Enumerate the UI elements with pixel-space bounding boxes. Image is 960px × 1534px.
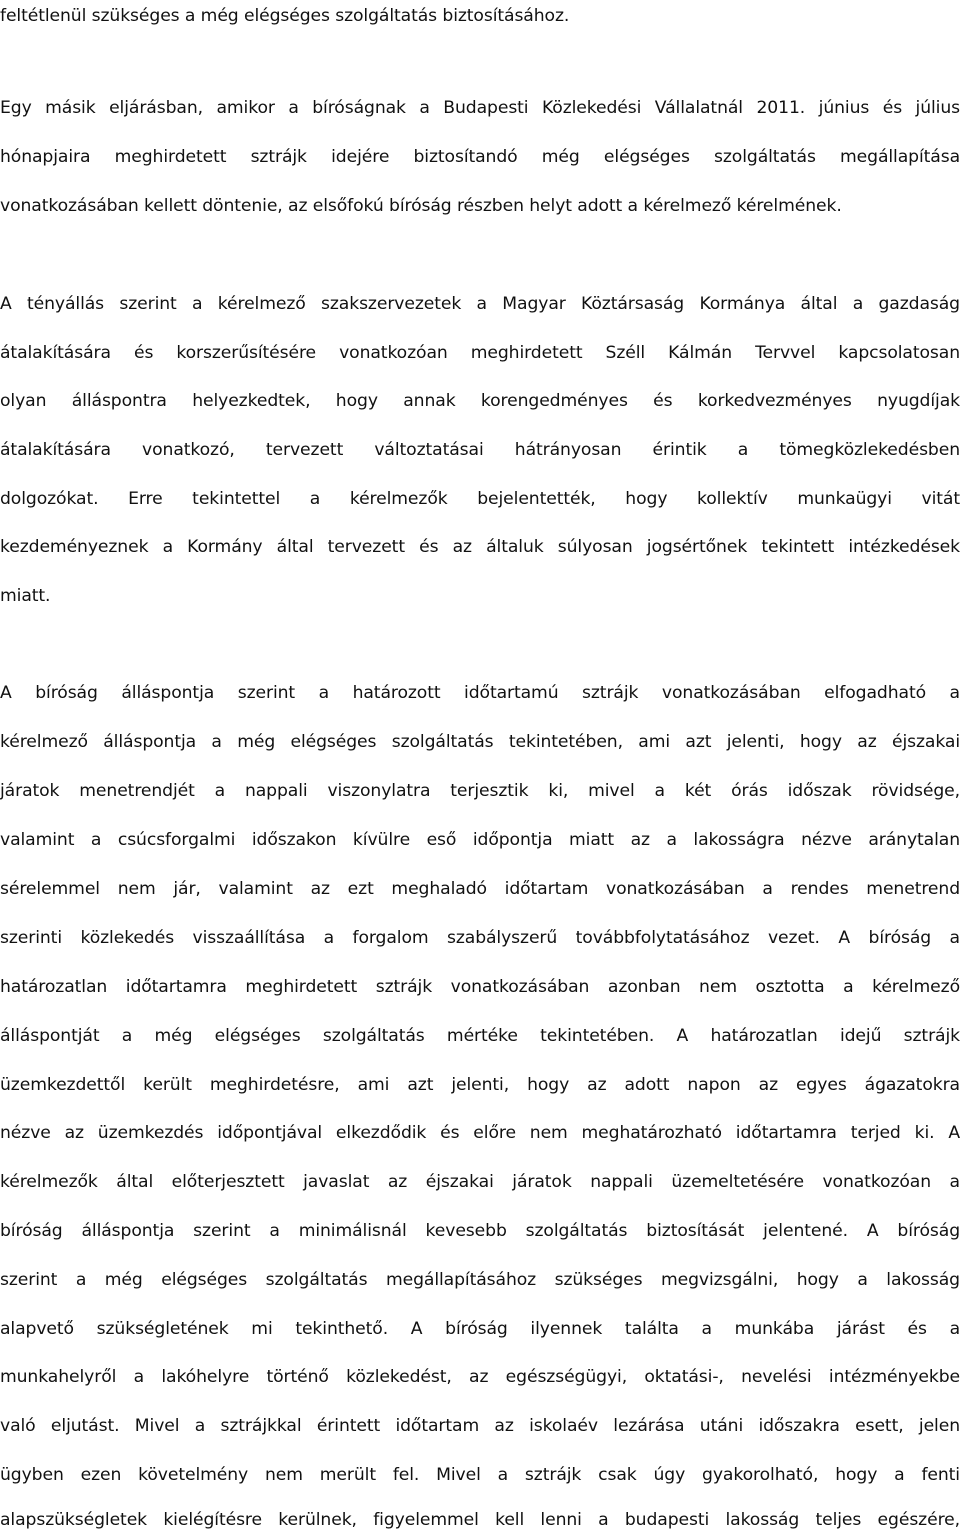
text-line: feltétlenül szükséges a még elégséges szolgáltatás biztosításához. xyxy=(0,6,570,26)
text-line: átalakítására és korszerűsítésére vonatkozóan meghirdetett Széll Kálmán Tervvel kapcsolatosan xyxy=(0,343,960,363)
text-line: alapvető szükségletének mi tekinthető. A bíróság ilyennek találta a munkába járást és a xyxy=(0,1319,960,1339)
text-line: miatt. xyxy=(0,586,51,606)
text-line: valamint a csúcsforgalmi időszakon kívülre eső időpontja miatt az a lakosságra nézve aránytalan xyxy=(0,830,960,850)
text-line: nézve az üzemkezdés időpontjával elkezdődik és előre nem meghatározható időtartamra terjed ki. A xyxy=(0,1123,960,1143)
text-line: sérelemmel nem jár, valamint az ezt meghaladó időtartam vonatkozásában a rendes menetrend xyxy=(0,879,960,899)
text-line: szerinti közlekedés visszaállítása a forgalom szabályszerű továbbfolytatásához vezet. A bíróság a xyxy=(0,928,960,948)
text-line: A tényállás szerint a kérelmező szakszervezetek a Magyar Köztársaság Kormánya által a gazdaság xyxy=(0,294,960,314)
text-line: olyan álláspontra helyezkedtek, hogy annak korengedményes és korkedvezményes nyugdíjak xyxy=(0,391,960,411)
text-line: járatok menetrendjét a nappali viszonylatra terjesztik ki, mivel a két órás időszak rövidsége, xyxy=(0,781,960,801)
text-line: átalakítására vonatkozó, tervezett változtatásai hátrányosan érintik a tömegközlekedésben xyxy=(0,440,960,460)
text-line: dolgozókat. Erre tekintettel a kérelmezők bejelentették, hogy kollektív munkaügyi vitát xyxy=(0,489,960,509)
text-line: üzemkezdettől került meghirdetésre, ami azt jelenti, hogy az adott napon az egyes ágazatokra xyxy=(0,1075,960,1095)
text-line: szerint a még elégséges szolgáltatás megállapításához szükséges megvizsgálni, hogy a lakosság xyxy=(0,1270,960,1290)
text-line: munkahelyről a lakóhelyre történő közlekedést, az egészségügyi, oktatási-, nevelési intézményekbe xyxy=(0,1367,960,1387)
text-line: alapszükségletek kielégítésre kerülnek, figyelemmel kell lenni a budapesti lakosság teljes egészére, xyxy=(0,1510,960,1530)
text-line: ügyben ezen követelmény nem merült fel. Mivel a sztrájk csak úgy gyakorolható, hogy a fenti xyxy=(0,1465,960,1485)
text-line: határozatlan időtartamra meghirdetett sztrájk vonatkozásában azonban nem osztotta a kérelmező xyxy=(0,977,960,997)
text-line: vonatkozásában kellett döntenie, az elsőfokú bíróság részben helyt adott a kérelmező kérelmének. xyxy=(0,196,842,216)
text-line: hónapjaira meghirdetett sztrájk idejére biztosítandó még elégséges szolgáltatás megállapítása xyxy=(0,147,960,167)
text-line: A bíróság álláspontja szerint a határozott időtartamú sztrájk vonatkozásában elfogadható a xyxy=(0,683,960,703)
text-line: kezdeményeznek a Kormány által tervezett és az általuk súlyosan jogsértőnek tekintett intézkedések xyxy=(0,537,960,557)
text-line: Egy másik eljárásban, amikor a bíróságnak a Budapesti Közlekedési Vállalatnál 2011. június és július xyxy=(0,98,960,118)
text-line: való eljutást. Mivel a sztrájkkal érintett időtartam az iskolaév lezárása utáni időszakra esett, jelen xyxy=(0,1416,960,1436)
text-line: bíróság álláspontja szerint a minimálisnál kevesebb szolgáltatás biztosítását jelentené. A bíróság xyxy=(0,1221,960,1241)
text-line: álláspontját a még elégséges szolgáltatás mértéke tekintetében. A határozatlan idejű sztrájk xyxy=(0,1026,960,1046)
text-line: kérelmezők által előterjesztett javaslat az éjszakai járatok nappali üzemeltetésére vonatkozóan a xyxy=(0,1172,960,1192)
text-line: kérelmező álláspontja a még elégséges szolgáltatás tekintetében, ami azt jelenti, hogy az éjszakai xyxy=(0,732,960,752)
